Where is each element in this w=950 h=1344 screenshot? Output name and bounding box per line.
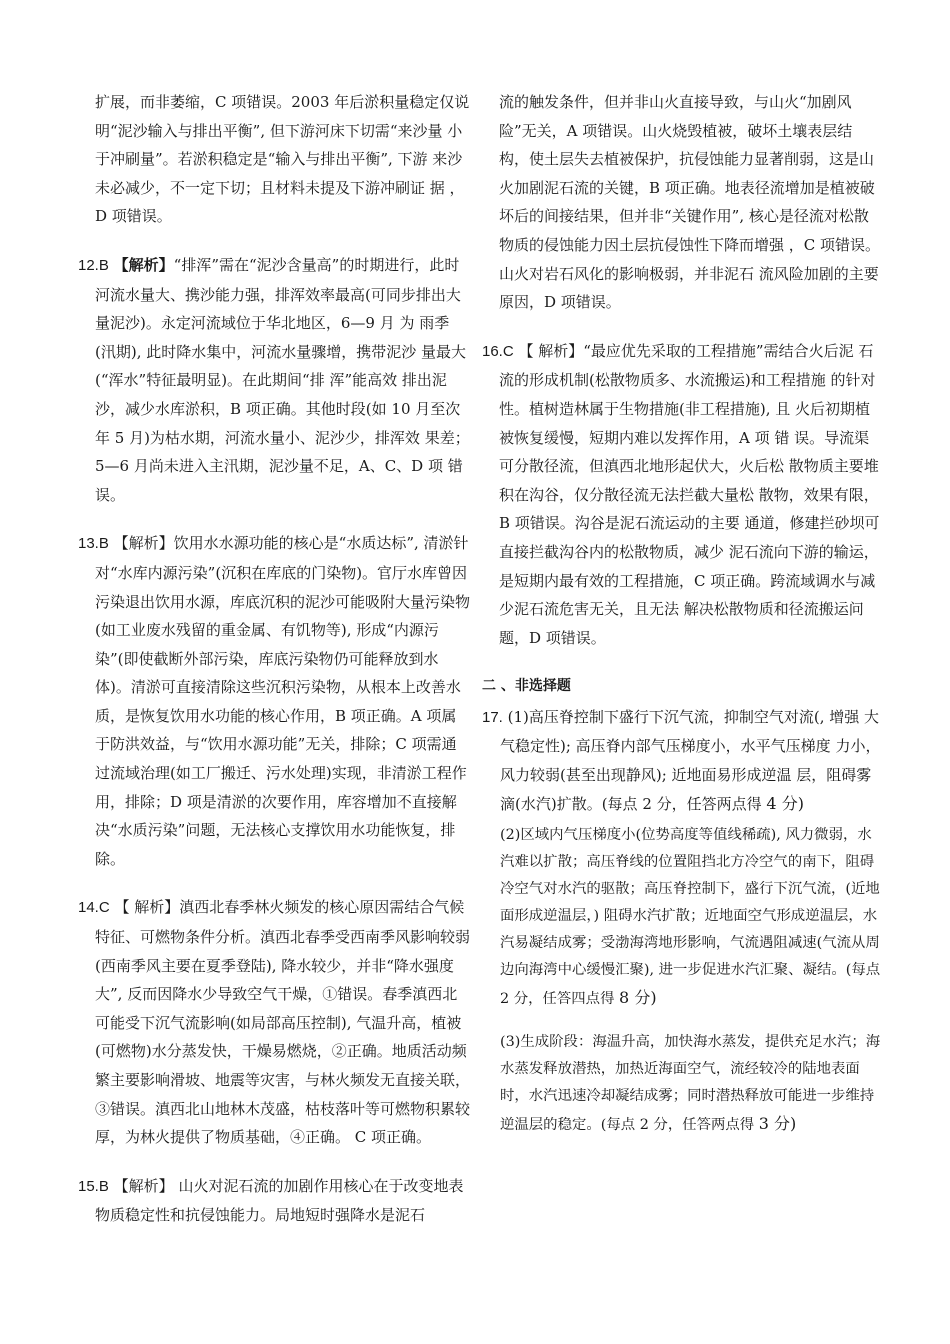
q17-part2-score: 8 分) (619, 988, 657, 1008)
q15-continuation: 流的触发条件，但并非山火直接导致，与山火“加剧风险”无关，A 项错误。山火烧毁植被，破坏土壤表层结构，使土层失去植被保护，抗侵蚀能力显著削弱，这是山火加剧泥石流的关键，B 项正确。地表径流增加是植被破坏后的间接结果，但并非“关键作用”, 核心是径流对松散物质的侵蚀能力因土层抗侵蚀性下降而增强 ，C 项错误。山火对岩石风化的影响极弱，并非泥石 流风险加剧的主要原因，D 项错误。 (499, 93, 881, 312)
q17-part2 (482, 822, 882, 1013)
q15-tag: 【解析】 (113, 1176, 174, 1195)
q12-answer (78, 251, 470, 509)
q15-answer (78, 1172, 470, 1230)
q16-answer (482, 337, 882, 653)
q17-part3-text: (3)生成阶段：海温升高，加快海水蒸发，提供充足水汽；海水蒸发释放潜热，加热近海面空气，流经较冷的陆地表面时，水汽迅速冷却凝结成雾；同时潜热释放可能进一步维持逆温层的稳定。(每点 2 分，任答两点得 (500, 1034, 881, 1134)
q14-answer (78, 893, 470, 1151)
q15-text: 山火对泥石流的加剧作用核心在于改变地表物质稳定性和抗侵蚀能力。局地短时强降水是泥石 (95, 1176, 464, 1225)
q16-number: 16.C (482, 342, 514, 360)
q17-number: 17. (482, 708, 503, 726)
q16-tag: 【 解析】 (518, 341, 584, 360)
left-column (78, 88, 470, 1250)
q13-answer (78, 529, 470, 873)
q17-part1-score: 4 分) (766, 793, 804, 813)
q14-text: 滇西北春季林火频发的核心原因需结合气候特征、可燃物条件分析。滇西北春季受西南季风影响较弱(西南季风主要在夏季登陆), 降水较少，并非“降水强度大”, 反而因降水少导致空气干燥，①错误。春季滇西北可能受下沉气流影响(如局部高压控制), 气温升高，植被(可燃物)水分蒸发快，干燥易燃烧，②正确。地质活动频繁主要影响滑坡、地震等灾害，与林火频发无直接关联，③错误。滇西北山地林木茂盛，枯枝落叶等可燃物积累较厚，为林火提供了物质基础，④正确。 C 项正确。 (95, 898, 471, 1147)
q13-text: 饮用水水源功能的核心是“水质达标”, 清淤针对“水库内源污染”(沉积在库底的门染物)。官厅水库曾因污染退出饮用水源，库底沉积的泥沙可能吸附大量污染物(如工业废水残留的重金属、有饥物等), 形成“内源污染”(即使截断外部污染，库底污染物仍可能释放到水体)。清淤可直接清除这些沉积污染物，从根本上改善水质，是恢复饮用水功能的核心作用，B 项正确。A 项属于防洪效益，与“饮用水源功能”无关，排除；C 项需通过流域治理(如工厂搬迁、污水处理)实现，非清淤工程作用，排除；D 项是清淤的次要作用，库容增加不直接解决“水质污染”问题，无法核心支撑饮用水功能恢复，排除。 (95, 534, 471, 868)
q17-part1 (482, 703, 882, 818)
q13-tag: 【解析】 (113, 534, 174, 553)
q16-text: “最应优先采取的工程措施”需结合火后泥 石流的形成机制(松散物质多、水流搬运)和工程措施 的针对性。植树造林属于生物措施(非工程措施), 且 火后初期植被恢复缓慢，短期内难以发挥作用，A 项 错 误。导流渠可分散径流，但滇西北地形起伏大，火后松 散物质主要堆积在沟谷，仅分散径流无法拦截大量松 散物，效果有限，B 项错误。沟谷是泥石流运动的主要 通道，修建拦砂坝可直接拦截沟谷内的松散物质，减少 泥石流向下游的输运，是短期内最有效的工程措施，C 项正确。跨流域调水与减少泥石流危害无关，且无法 解决松散物质和径流搬运问题，D 项错误。 (499, 341, 880, 647)
q12-tag: 【解析】 (113, 255, 174, 274)
q13-number: 13.B (78, 535, 109, 553)
q12-number: 12.B (78, 256, 109, 274)
q15-number: 15.B (78, 1177, 109, 1195)
q11-continuation: 扩展，而非萎缩，C 项错误。2003 年后淤积量稳定仅说 明“泥沙输入与排出平衡”, 但下游河床下切需“来沙量 小于冲刷量”。若淤积稳定是“输入与排出平衡”, 下游 来沙未必减少，不一定下切；且材料未提及下游冲刷证 据 ，D 项错误。 (95, 93, 470, 226)
q17-part1-text: (1)高压脊控制下盛行下沉气流，抑制空气对流(, 增强 大气稳定性); 高压脊内部气压梯度小，水平气压梯度 力小，风力较弱(甚至出现静风); 近地面易形成逆温 层，阻碍雾滴(水汽)扩散。(每点 2 分，任答两点得 (500, 707, 881, 813)
section-heading: 二 、非选择题 (482, 678, 571, 695)
q17-part3-score: 3 分) (758, 1114, 797, 1134)
q14-number: 14.C (78, 899, 110, 917)
q12-text: “排浑”需在“泥沙含量高”的时期进行，此时河流水量大、携沙能力强，排浑效率最高(可同步排出大量泥沙)。永定河流域位于华北地区，6—9 月 为 雨季(汛期), 此时降水集中，河流水量骤增，携带泥沙 量最大(“浑水”特征最明显)。在此期间“排 浑”能高效 排出泥沙，减少水库淤积，B 项正确。其他时段(如 10 月至次年 5 月)为枯水期，河流水量小、泥沙少，排浑效 果差；5—6 月尚未进入主汛期，泥沙量不足，A、C、D 项 错误。 (95, 255, 470, 504)
q14-tag: 【 解析】 (114, 898, 180, 917)
q17-part2-text: (2)区域内气压梯度小(位势高度等值线稀疏), 风力微弱，水汽难以扩散；高压脊线的位置阻挡北方冷空气的南下，阻碍冷空气对水汽的驱散；高压脊控制下，盛行下沉气流，(近地面形成逆温层，) 阻碍水汽扩散；近地面空气形成逆温层，水汽易凝结成雾；受渤海湾地形影响，气流遇阻减速(气流从周边向海湾中心缓慢汇聚), 进一步促进水汽汇聚、凝结。(每点 2 分，任答四点得 (500, 827, 881, 1008)
right-column (482, 88, 882, 1155)
q17-part3 (482, 1029, 882, 1139)
